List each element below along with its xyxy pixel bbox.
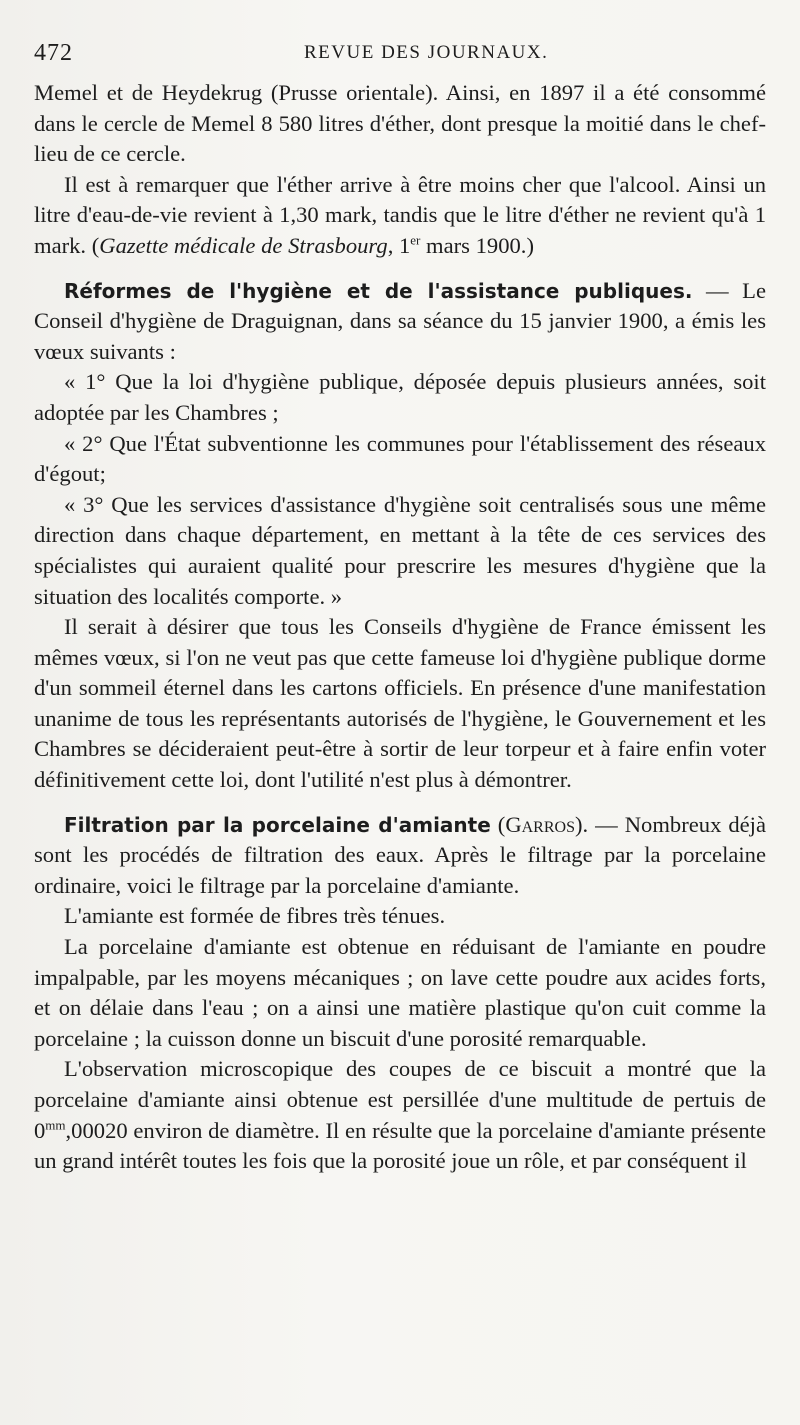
citation-date-pre: , 1: [387, 232, 411, 258]
author-name: Garros: [505, 811, 575, 837]
author-open: (: [490, 811, 506, 837]
paragraph-ether-price: [34, 170, 766, 262]
wish-item-2: « 2° Que l'État subventionne les communes pour l'établissement des réseaux d'égout;: [34, 430, 766, 487]
paragraph-text: Il est à remarquer que l'éther arrive à être moins cher que l'alcool. Ainsi un litre d'eau-de-vie revient à 1,30 mark, tandis que le litre d'éther ne revient qu'à 1 mark. (: [34, 171, 766, 258]
citation-date-post: mars 1900.): [420, 232, 534, 258]
citation-date-superscript: er: [410, 232, 421, 248]
section-intro-text: ). — Nombreux déjà sont les procédés de filtration des eaux. Après le filtrage par la porcelaine ordinaire, voici le filtrage par la porcelaine d'amiante.: [34, 811, 766, 898]
section-heading-hygiene: Réformes de l'hygiène et de l'assistance publiques.: [64, 278, 693, 303]
page-header: [34, 38, 764, 72]
wish-item-3: « 3° Que les services d'assistance d'hygiène soit centralisés sous une même direction dans chaque département, en mettant à la tête de ces services des spécialistes qui auraient qualité pour prescrire les mesures d'hygiène que la situation des localités comporte. »: [34, 491, 766, 609]
paragraph-amiante-fibres: L'amiante est formée de fibres très ténues.: [64, 903, 446, 929]
page-number: 472: [34, 40, 73, 66]
paragraph-porcelain-process: La porcelaine d'amiante est obtenue en réduisant de l'amiante en poudre impalpable, par les moyens mécaniques ; on lave cette poudre aux acides forts, et on délaie dans l'eau ; on a ainsi une matière plastique qu'on cuit comme la porcelaine ; la cuisson donne un biscuit d'une porosité remarquable.: [34, 934, 766, 1051]
page-body: [34, 78, 766, 1177]
paragraph-commentary: Il serait à désirer que tous les Conseils d'hygiène de France émissent les mêmes vœux, si l'on ne veut pas que cette fameuse loi d'hygiène publique dorme d'un sommeil éternel dans les cartons officiels. En présence d'une manifestation unanime de tous les représentants autorisés de l'hygiène, le Gouvernement et les Chambres se décideraient peut-être à sortir de leur torpeur et à faire enfin voter définitivement cette loi, dont l'utilité n'est plus à démontrer.: [34, 614, 766, 793]
running-title: REVUE DES JOURNAUX.: [304, 42, 549, 63]
wish-item-1: « 1° Que la loi d'hygiène publique, déposée depuis plusieurs années, soit adoptée par les Chambres ;: [34, 369, 766, 425]
unit-superscript: mm: [45, 1117, 66, 1133]
paragraph-microscopy: [34, 1054, 766, 1176]
section-filtration-intro: [34, 810, 766, 902]
section-intro-text: — Le Conseil d'hygiène de Draguignan, dans sa séance du 15 janvier 1900, a émis les vœux suivants :: [34, 277, 766, 364]
paragraph-text-end: ,00020 environ de diamètre. Il en résulte que la porcelaine d'amiante présente un grand intérêt toutes les fois que la porosité joue un rôle, et par conséquent il: [34, 1117, 766, 1174]
section-heading-filtration: Filtration par la porcelaine d'amiante: [64, 812, 491, 837]
paragraph-text: L'observation microscopique des coupes de ce biscuit a montré que la porcelaine d'amiante ainsi obtenue est persillée d'une multitude de pertuis de 0: [34, 1056, 766, 1143]
paragraph-continuation: Memel et de Heydekrug (Prusse orientale). Ainsi, en 1897 il a été consommé dans le cercle de Memel 8 580 litres d'éther, dont presque la moitié dans le chef-lieu de ce cercle.: [34, 80, 766, 167]
section-hygiene-intro: [34, 276, 766, 368]
source-citation: Gazette médicale de Strasbourg: [99, 232, 388, 258]
